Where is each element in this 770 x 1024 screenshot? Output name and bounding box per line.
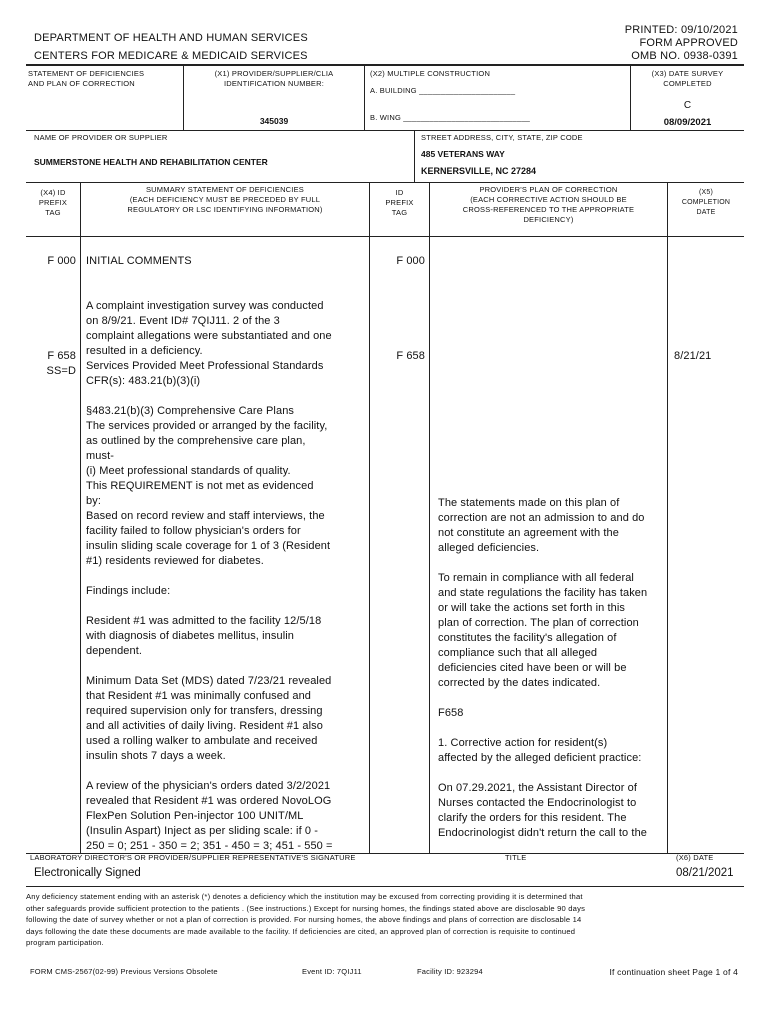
id-header: ID PREFIX TAG [385, 188, 414, 217]
text-line: as outlined by the comprehensive care plan, [86, 435, 306, 447]
text-line [86, 599, 333, 614]
text-line: A review of the physician's orders dated 3/2/2021 [86, 780, 331, 792]
scope-severity: SS=D [46, 365, 76, 377]
text-line: 1. Corrective action for resident(s) [438, 737, 608, 749]
text-line: FlexPen Solution Pen-injector 100 UNIT/ML [86, 810, 304, 822]
text-line: by: [86, 495, 101, 507]
summary-statement-text [86, 254, 333, 854]
vline-x2 [364, 64, 365, 130]
text-line: not constitute an agreement with the [438, 527, 619, 539]
x3-date: 08/09/2021 [663, 117, 712, 128]
text-line: The services provided or arranged by the facility, [86, 420, 328, 432]
text-line: that Resident #1 was minimally confused and [86, 690, 312, 702]
plan-header: PROVIDER'S PLAN OF CORRECTION (EACH CORRECTIVE ACTION SHOULD BE CROSS-REFERENCED TO THE APPROPRIATE DEFICIENCY) [462, 185, 635, 224]
text-line: on 8/9/21. Event ID# 7QIJ11. 2 of the 3 [86, 315, 280, 327]
text-line: plan of correction. The plan of correction [438, 617, 639, 629]
text-line: affected by the alleged deficient practice: [438, 752, 642, 764]
text-line: compliance such that all alleged [438, 647, 598, 659]
tag-f658-left: F 658 [47, 350, 76, 362]
text-line: On 07.29.2021, the Assistant Director of [438, 782, 638, 794]
column-header-divider [26, 236, 744, 237]
text-line: must- [86, 450, 114, 462]
x1-provider-number: 345039 [259, 116, 289, 126]
building-label: A. BUILDING ______________________ [370, 86, 516, 95]
text-line: insulin shots 7 days a week. [86, 750, 226, 762]
text-line [438, 721, 647, 736]
text-line: following the date of survey whether or not a plan of correction is provided. For nursing homes, the above findings and plans of correction are disclosable 14 [26, 915, 582, 924]
continuation-page: If continuation sheet Page 1 of 4 [609, 967, 738, 977]
facility-id: Facility ID: 923294 [417, 967, 483, 976]
text-line: To remain in compliance with all federal [438, 572, 634, 584]
x2-label: (X2) MULTIPLE CONSTRUCTION [370, 69, 491, 78]
text-line: Services Provided Meet Professional Standards [86, 360, 324, 372]
title-label: TITLE [505, 853, 527, 862]
wing-label: B. WING _____________________________ [370, 113, 531, 122]
vline-col-2 [369, 182, 370, 853]
text-line [86, 764, 333, 779]
signature-date: 08/21/2021 [676, 867, 734, 879]
text-line: and all activities of daily living. Resident #1 also [86, 720, 323, 732]
x4-header: (X4) ID PREFIX TAG [38, 188, 68, 217]
text-line: (Insulin Aspart) Inject as per sliding scale: if 0 - [86, 825, 319, 837]
x3-label: (X3) DATE SURVEY COMPLETED [651, 69, 724, 88]
text-line [86, 284, 333, 299]
text-line: Based on record review and staff interviews, the [86, 510, 325, 522]
text-line: Any deficiency statement ending with an asterisk (*) denotes a deficiency which the institution may be excused from correcting providing it is determined that [26, 892, 583, 901]
text-line: or will take the actions set forth in this [438, 602, 626, 614]
text-line: alleged deficiencies. [438, 542, 540, 554]
text-line: Findings include: [86, 585, 171, 597]
address-label: STREET ADDRESS, CITY, STATE, ZIP CODE [421, 133, 583, 142]
text-line: 250 = 0; 251 - 350 = 2; 351 - 450 = 3; 451 - 550 = [86, 840, 333, 852]
vline-col-4 [667, 182, 668, 853]
text-line: days following the date these documents are made available to the facility. If deficiencies are cited, an approved plan of correction is requisite to continued [26, 926, 576, 936]
text-line: §483.21(b)(3) Comprehensive Care Plans [86, 405, 295, 417]
vline-col-3 [429, 182, 430, 853]
provider-divider [26, 182, 744, 183]
text-line: Minimum Data Set (MDS) dated 7/23/21 revealed [86, 675, 332, 687]
text-line [438, 556, 647, 571]
statement-label: STATEMENT OF DEFICIENCIES AND PLAN OF CORRECTION [28, 69, 145, 88]
text-line: deficiencies cited have been or will be [438, 662, 627, 674]
printed-date: PRINTED: 09/10/2021 [624, 24, 738, 36]
summary-header: SUMMARY STATEMENT OF DEFICIENCIES (EACH DEFICIENCY MUST BE PRECEDED BY FULL REGULATORY OR LSC IDENTIFYING INFORMATION) [127, 185, 323, 214]
text-line: other safeguards provide sufficient protection to the patients . (See instructions.) Except for nursing homes, the findings stated above are disclosable 90 days [26, 903, 586, 913]
provider-label: NAME OF PROVIDER OR SUPPLIER [34, 133, 168, 142]
text-line: insulin sliding scale coverage for 1 of 3 (Resident [86, 540, 331, 552]
x3-code: C [683, 100, 692, 111]
text-line [86, 569, 333, 584]
text-line: revealed that Resident #1 was ordered NovoLOG [86, 795, 332, 807]
provider-name: SUMMERSTONE HEALTH AND REHABILITATION CENTER [34, 157, 268, 167]
top-rule [26, 64, 744, 66]
text-line: Resident #1 was admitted to the facility 12/5/18 [86, 615, 322, 627]
text-line: INITIAL COMMENTS [86, 255, 192, 267]
tag-f000-right: F 000 [396, 255, 425, 267]
form-id: FORM CMS-2567(02-99) Previous Versions Obsolete [30, 967, 218, 976]
f658-completion-date: 8/21/21 [674, 350, 712, 362]
event-id: Event ID: 7QIJ11 [302, 967, 362, 976]
text-line [86, 659, 333, 674]
text-line: Nurses contacted the Endocrinologist to [438, 797, 637, 809]
text-line: correction are not an admission to and do [438, 512, 645, 524]
vline-address [414, 130, 415, 182]
form-approved: FORM APPROVED [639, 37, 738, 49]
text-line: #1) residents reviewed for diabetes. [86, 555, 264, 567]
x5-header: (X5) COMPLETION DATE [681, 189, 731, 216]
agency-name: CENTERS FOR MEDICARE & MEDICAID SERVICES [34, 50, 308, 62]
text-line: program participation. [26, 938, 104, 947]
text-line: F658 [438, 707, 464, 719]
text-line [86, 269, 333, 284]
text-line: with diagnosis of diabetes mellitus, insulin [86, 630, 295, 642]
tag-f000-left: F 000 [47, 255, 76, 267]
text-line: CFR(s): 483.21(b)(3)(i) [86, 375, 201, 387]
omb-number: OMB NO. 0938-0391 [631, 50, 738, 62]
text-line: A complaint investigation survey was conducted [86, 300, 324, 312]
text-line: dependent. [86, 645, 143, 657]
x6-date-label: (X6) DATE [676, 853, 714, 862]
signature-label: LABORATORY DIRECTOR'S OR PROVIDER/SUPPLIER REPRESENTATIVE'S SIGNATURE [30, 853, 356, 862]
department-name: DEPARTMENT OF HEALTH AND HUMAN SERVICES [34, 32, 308, 44]
text-line: This REQUIREMENT is not met as evidenced [86, 480, 314, 492]
text-line: complaint allegations were substantiated and one [86, 330, 332, 342]
text-line: (i) Meet professional standards of quality. [86, 465, 291, 477]
text-line: constitutes the facility's allegation of [438, 632, 617, 644]
disclaimer-text [26, 891, 585, 949]
text-line: and state regulations the facility has taken [438, 587, 648, 599]
text-line: resulted in a deficiency. [86, 345, 203, 357]
address-street: 485 VETERANS WAY [421, 149, 505, 159]
text-line: corrected by the dates indicated. [438, 677, 601, 689]
address-city: KERNERSVILLE, NC 27284 [421, 166, 537, 176]
plan-of-correction-text [438, 496, 647, 841]
text-line: clarify the orders for this resident. The [438, 812, 627, 824]
vline-col-1 [80, 182, 81, 853]
text-line: facility failed to follow physician's orders for [86, 525, 301, 537]
electronic-signature: Electronically Signed [34, 867, 141, 879]
text-line: used a rolling walker to ambulate and received [86, 735, 318, 747]
signature-bottom-rule [26, 886, 744, 887]
x1-label: (X1) PROVIDER/SUPPLIER/CLIA IDENTIFICATION NUMBER: [214, 69, 334, 88]
text-line: Endocrinologist didn't return the call to the [438, 827, 647, 839]
box-divider [26, 130, 744, 131]
text-line: The statements made on this plan of [438, 497, 620, 509]
text-line [438, 691, 647, 706]
text-line [438, 766, 647, 781]
text-line: required supervision only for transfers, dressing [86, 705, 323, 717]
tag-f658-right: F 658 [396, 350, 425, 362]
text-line [86, 389, 333, 404]
